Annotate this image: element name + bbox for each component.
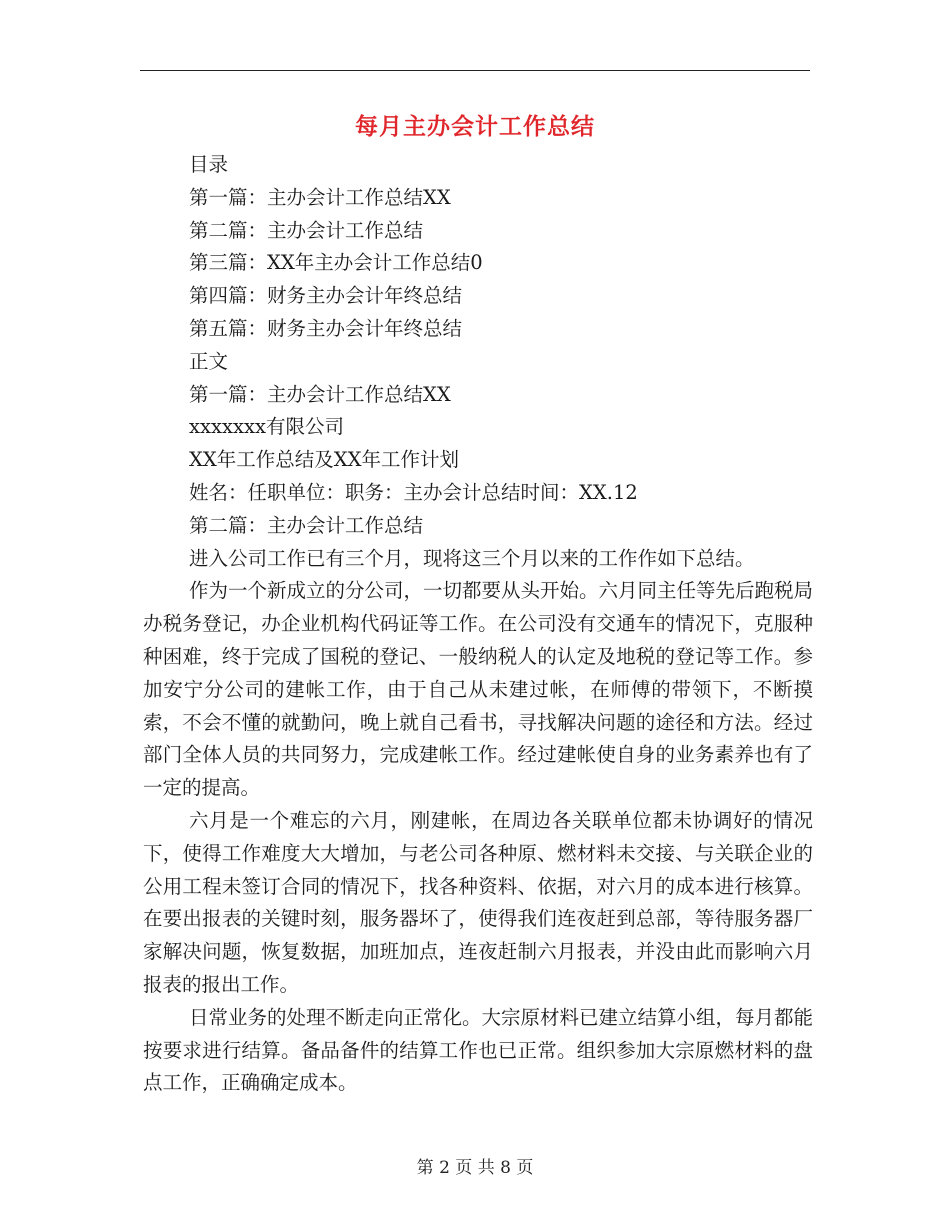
paragraph: 日常业务的处理不断走向正常化。大宗原材料已建立结算小组，每月都能按要求进行结算。备品备件的结算工作也已正常。组织参加大宗原燃材料的盘点工作，正确确定成本。 — [143, 1005, 814, 1095]
text-line: xxxxxxx有限公司 — [189, 415, 344, 439]
toc-item: 第三篇：XX年主办会计工作总结0 — [189, 251, 483, 275]
text-line: 姓名：任职单位：职务：主办会计总结时间：XX.12 — [189, 480, 638, 504]
toc-item: 第五篇：财务主办会计年终总结 — [189, 316, 463, 340]
header-rule — [140, 70, 810, 71]
document-title: 每月主办会计工作总结 — [355, 114, 595, 140]
paragraph: 作为一个新成立的分公司，一切都要从头开始。六月同主任等先后跑税局办税务登记，办企业机构代码证等工作。在公司没有交通车的情况下，克服种种困难，终于完成了国税的登记、一般纳税人的认定及地税的登记等工作。参加安宁分公司的建帐工作，由于自己从未建过帐，在师傅的带领下，不断摸索，不会不懂的就勤问，晚上就自己看书，寻找解决问题的途径和方法。经过部门全体人员的共同努力，完成建帐工作。经过建帐使自身的业务素养也有了一定的提高。 — [143, 579, 814, 800]
paragraph: 六月是一个难忘的六月，刚建帐，在周边各关联单位都未协调好的情况下，使得工作难度大大增加，与老公司各种原、燃材料未交接、与关联企业的公用工程未签订合同的情况下，找各种资料、依据，对六月的成本进行核算。在要出报表的关键时刻，服务器坏了，使得我们连夜赶到总部，等待服务器厂家解决问题，恢复数据，加班加点，连夜赶制六月报表，并没由此而影响六月报表的报出工作。 — [143, 808, 813, 996]
page-number: 第 2 页 共 8 页 — [416, 1158, 534, 1178]
text-line: 第二篇：主办会计工作总结 — [189, 513, 424, 537]
document-body — [143, 149, 813, 1100]
body-heading: 正文 — [189, 349, 229, 373]
toc-item: 第四篇：财务主办会计年终总结 — [189, 284, 463, 308]
text-line: 进入公司工作已有三个月，现将这三个月以来的工作作如下总结。 — [189, 546, 755, 570]
text-line: 第一篇：主办会计工作总结XX — [189, 382, 451, 406]
toc-heading: 目录 — [189, 153, 229, 176]
toc-item: 第一篇：主办会计工作总结XX — [189, 185, 451, 209]
text-line: XX年工作总结及XX年工作计划 — [189, 448, 460, 472]
toc-item: 第二篇：主办会计工作总结 — [189, 218, 424, 242]
